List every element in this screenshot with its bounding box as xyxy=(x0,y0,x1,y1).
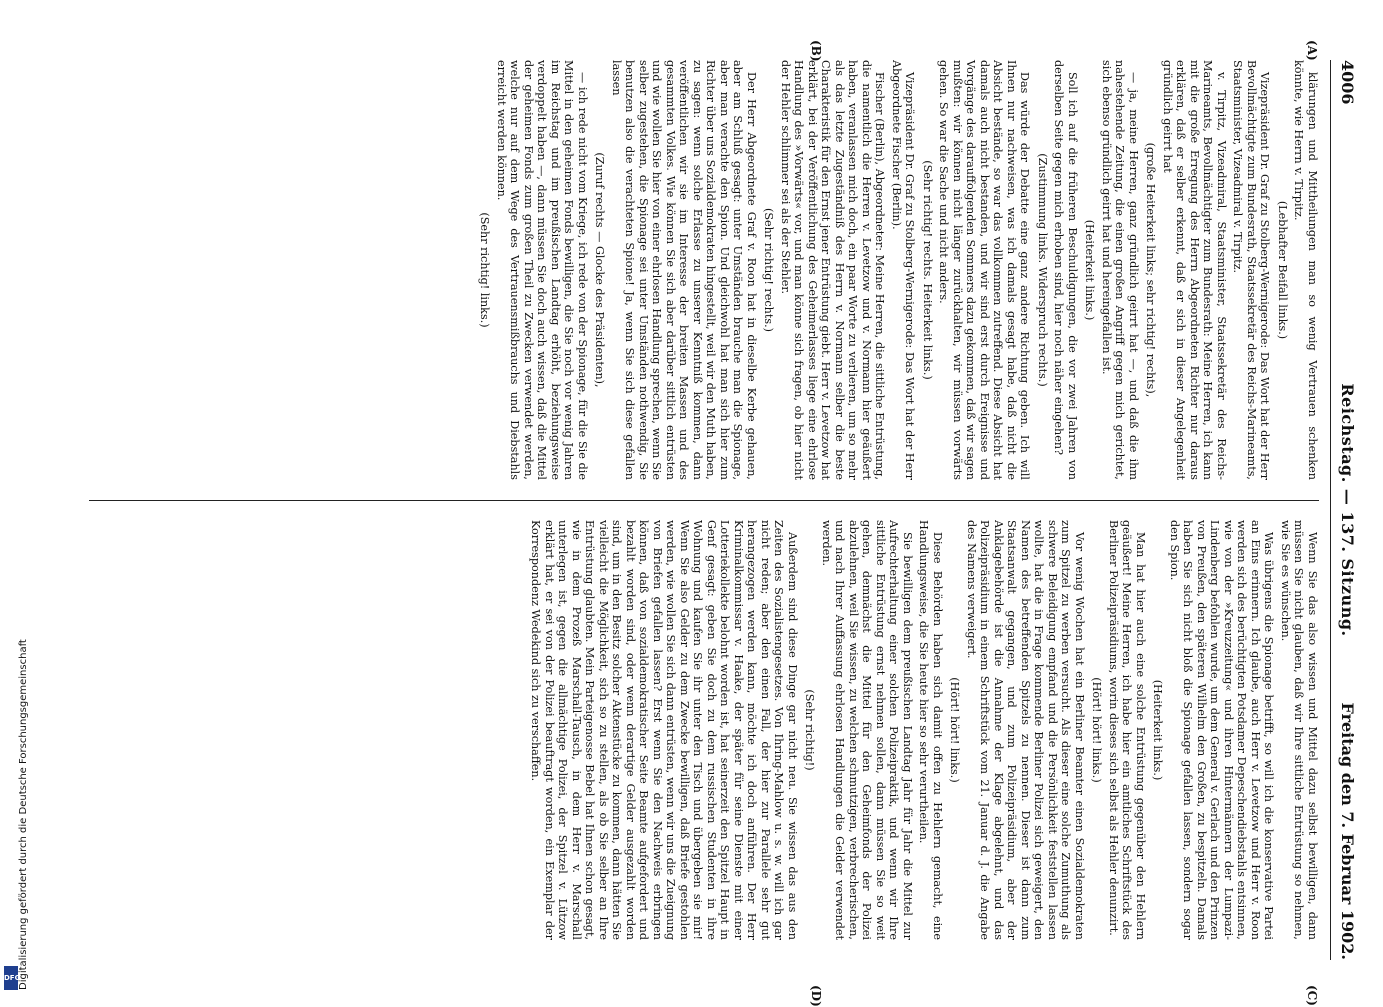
credit-text: Digitalisierung gefördert durch die Deutsche Forschungsgemeinschaft xyxy=(18,639,29,990)
page-date: Freitag den 7. Februar 1902. xyxy=(1338,702,1357,960)
paragraph: Soll ich auf die früheren Beschuldigungen, die vor zwei Jahren von derselben Seite gegen mich erhoben sind, hier noch näher eingehen? xyxy=(1052,60,1079,480)
interjection: (Sehr richtig! rechts.) xyxy=(762,207,776,333)
paragraph: Vizepräsident Dr. Graf zu Stolberg-Wernigerode: Das Wort hat der Herr Abgeordnete Fischer (Berlin). xyxy=(890,60,917,480)
interjection: (Zustimmung links. Widerspruch rechts.) xyxy=(1036,153,1049,387)
right-column xyxy=(526,520,1319,940)
paragraph: Man hat hier auch eine solche Entrüstung gegenüber den Hehlern geäußert! Meine Herren, ich habe hier ein amtliches Schriftstück des Berliner Polizeipräsidiums, worin dieses sich selbst als Hehler denunzirt. xyxy=(1107,520,1147,940)
interjection: (Hört! hört! links.) xyxy=(1090,677,1104,783)
margin-marker-a: (A) xyxy=(1305,40,1319,61)
header-rule xyxy=(1330,60,1331,960)
interjection: (Hört! hört! links.) xyxy=(948,677,962,783)
paragraph: Sie bewilligen dem preußischen Landtag Jahr für Jahr die Mittel zur Aufrechterhaltung einer solchen Polizeipraktik, und wenn wir Ihre sittliche Entrüstung ernst nehmen sollen, dann müssen Sie so weit gehen, demnächst die Mittel für den Geheimfonds der Polizei abzulehnen, weil Sie wissen, zu welchen schmutzigen, verbrecherischen, und nach Ihrer Auffassung ehrlosen Handlungen die Gelder verwendet werden. xyxy=(820,520,914,940)
interjection: (Heiterkeit links.) xyxy=(1083,219,1097,321)
interjection: (Sehr richtig!) xyxy=(803,689,817,771)
paragraph: Das würde der Debatte eine ganz andere Richtung geben. Ich will Ihnen nur nachweisen, was ich damals gesagt habe, daß nicht die Absicht bestände, so war das vollkommen zutreffend. Diese Absicht hat damals auch nicht bestanden, und wir sind erst durch Ereignisse und Vorgänge des darauffolgenden Sommers dazu gekommen, daß wir sagen mußten: wir können nicht länger zurückhalten, wir müssen vorwärts gehen. So war die Sache und nicht anders. xyxy=(937,60,1032,480)
page-title: Reichstag. — 137. Sitzung. xyxy=(1338,383,1357,637)
paragraph: Diese Behörden haben sich damit offen zu Hehlern gemacht, eine Handlungsweise, die Sie heute hier so sehr verurtheilen. xyxy=(917,520,944,940)
paragraph: Vizepräsident Dr. Graf zu Stolberg-Wernigerode: Das Wort hat der Herr Bevollmächtigte zum Bundesrath, Staatssekretär des Reichs-Marineamts, Staatsminister, Vizeadmiral v. Tirpitz. xyxy=(1231,60,1272,480)
paragraph: v. Tirpitz, Vizeadmiral, Staatsminister, Staatssekretär des Reichs-Marineamts, Bevollmächtigter zum Bundesrath: Meine Herren, ich kann mit die große Erregung des Herrn Abgeordneten Richter nur daraus erklären, daß er selber erkennt, daß er sich in dieser Angelegenheit gründlich geirrt hat xyxy=(1161,60,1228,480)
left-column xyxy=(474,60,1319,480)
margin-marker-b: (B) xyxy=(809,40,823,62)
interjection: (Sehr richtig! rechts. Heiterkeit links.) xyxy=(921,160,934,380)
interjection: (Zuruf rechts — Glocke des Präsidenten), xyxy=(593,152,607,388)
paragraph: Außerdem sind diese Dinge gar nicht neu. Sie wissen das aus den Zeiten des Sozialistengesetzes. Von Ihring-Mahlow u. s. w. will ich gar nicht reden; aber den einen Fall, der hier zur Parallele sehr gut herangezogen werden kann, möchte ich doch anführen. Der Herr Kriminalkommissar v. Haake, der später für seine Dienste mit einer Lotteriekollekte belohnt worden ist, hat seinerzeit den Spitzel Haupt in Genf gesagt: geben Sie doch zu dem russischen Studenten in ihre Wohnung und kaufen Sie ihr unter den Tisch und übergeben sie mir! Wenn Sie also Gelder zu dem Zwecke bewilligen, daß Briefe gestohlen werden, wie wollen Sie sich dann entrüsten, wenn wir uns die Zueignung von Briefen gefallen lassen? Erst wenn Sie den Nachweis erbringen können, daß von sozialdemokratischer Seite Beamte aufgefordert und bezahlt worden sind, oder wenn derartige Gelder ausgezahlt worden sind, um in den Besitz solcher Aktenstücke zu kommen, dann hätten Sie vielleicht die Möglichkeit, sich so zu stellen, als ob Sie selber an Ihre Entrüstung glaubten. Mein Parteigenosse Bebel hat Ihnen schon gesagt, wie in dem Prozeß Marschall-Tausch, in dem Herr v. Marschall unterlegen ist, gegen die allmächtige Polizei, der Spitzel v. Lützow erklärt hat, er sei von der Polizei beauftragt worden, ein Exemplar der Korrespondenz Wedekind sich zu verschaffen. xyxy=(529,520,799,940)
dfg-logo-icon: DFG xyxy=(4,966,18,990)
margin-marker-d: (D) xyxy=(809,985,823,1007)
column-divider xyxy=(89,500,1319,501)
margin-marker-c: (C) xyxy=(1305,985,1319,1006)
paragraph: klärungen und Mittheilungen man so wenig Vertrauen schenken könnte, wie Herrn v. Tirpitz. xyxy=(1292,60,1319,480)
page-header xyxy=(1331,60,1365,960)
paragraph: Wenn Sie das also wissen und Mittel dazu selbst bewilligen, dann müssen Sie nicht glauben, daß wir Ihre sittliche Entrüstung so nehmen, wie Sie es wünschen. xyxy=(1279,520,1319,940)
paragraph: Fischer (Berlin), Abgeordneter: Meine Herren, die sittliche Entrüstung, die namentlich die Herren v. Levetzow und v. Normann hier geäußert haben, veranlassen mich doch, ein paar Worte zu verlieren, um so mehr als das letzte Zugeständniß des Herrn v. Normann selber die beste Charakteristik für den Ernst jener Entrüstung giebt. Herr v. Levetzow hat erklärt, bei der Veröffentlichung des Geheimerlasses liege eine ehrlose Handlung des »Vorwärts« vor, und man könne sich fragen, ob hier nicht der Hehler schlimmer sei als der Stehler. xyxy=(779,60,887,480)
paragraph: Was übrigens die Spionage betrifft, so will ich die konservative Partei an Eins erinnern. Ich glaube, auch Herr v. Levetzow und Herr v. Roon werden sich des berüchtigten Potsdamer Depeschendiebstahls entsinnen, wie von der »Kreuzzeitung« und ihren Hintermännern der Lumpazi-Lindenberg befohlen wurde, um dem General v. Gerlach und den Prinzen von Preußen, den späteren Wilhelm den Großen, zu bespitzeln. Damals haben Sie sich nicht bloß die Spionage gefallen lassen, sondern sogar den Spion. xyxy=(1168,520,1276,940)
interjection: (Heiterkeit links.) xyxy=(1151,679,1165,781)
interjection: (Sehr richtig! links.) xyxy=(478,212,492,328)
interjection: (große Heiterkeit links; sehr richtig! rechts), xyxy=(1144,142,1158,398)
paragraph: — ich rede nicht vom Kriege, ich rede von der Spionage, für die Sie die Mittel in den geheimen Fonds bewilligen, die Sie noch vor wenig Jahren im Reichstag und im preußischen Landtag erhöht, beziehungsweise verdoppelt haben —, dann müssen Sie doch auch wissen, daß die Mittel der geheimen Fonds zum großen Theil zu Zwecken verwendet werden, welche nur auf dem Wege des Vertrauensmißbrauchs und Diebstahls erreicht werden können. xyxy=(495,60,589,480)
interjection: (Lebhafter Beifall links.) xyxy=(1276,200,1289,340)
paragraph: Vor wenig Wochen hat ein Berliner Beamter einen Sozialdemokraten zum Spitzel zu werben versucht. Als dieser eine solche Zumuthung als schwere Beleidigung empfand und die Persönlichkeit feststellen lassen wollte, hat die in Frage kommende Berliner Polizei sich geweigert, den Namen des betreffenden Spitzels zu nennen. Dieser ist dann zum Staatsanwalt gegangen, und zum Polizeipräsidium, aber der Anklagebehörde ist die Annahme der Klage abgelehnt, und das Polizeipräsidium in einem Schriftstück vom 21. Januar d. J. die Angabe des Namens verweigert. xyxy=(965,520,1086,940)
paragraph: Der Herr Abgeordnete Graf v. Roon hat in dieselbe Kerbe gehauen, aber am Schluß gesagt: unter Umständen brauche man die Spionage, aber man verachte den Spion. Und gleichwohl hat man sich hier zum Richter über uns Sozialdemokraten hingestellt, weil wir den Muth haben, zu sagen: wenn solche Erlasse zu unserer Kenntniß kommen, dann veröffentlichen wir sie im Interesse der breiten Massen und des gesammten Volkes. Wie können Sie sich aber darüber sittlich entrüsten und wie wollen Sie hier von einer ehrlosen Handlung sprechen, wenn Sie selber zugestehen, die Spionage sei unter Umständen nothwendig, Sie benutzen also die verachteten Spione! Ja, wenn Sie sich diese gefallen lassen xyxy=(610,60,758,480)
paragraph: — ja, meine Herren, ganz gründlich geirrt hat —, und daß die ihm nahestehende Zeitung, die einen großen Angriff gegen mich gerichtet, sich ebenso gründlich geirrt hat und hereingefallen ist. xyxy=(1100,60,1140,480)
page-number: 4006 xyxy=(1338,60,1357,105)
